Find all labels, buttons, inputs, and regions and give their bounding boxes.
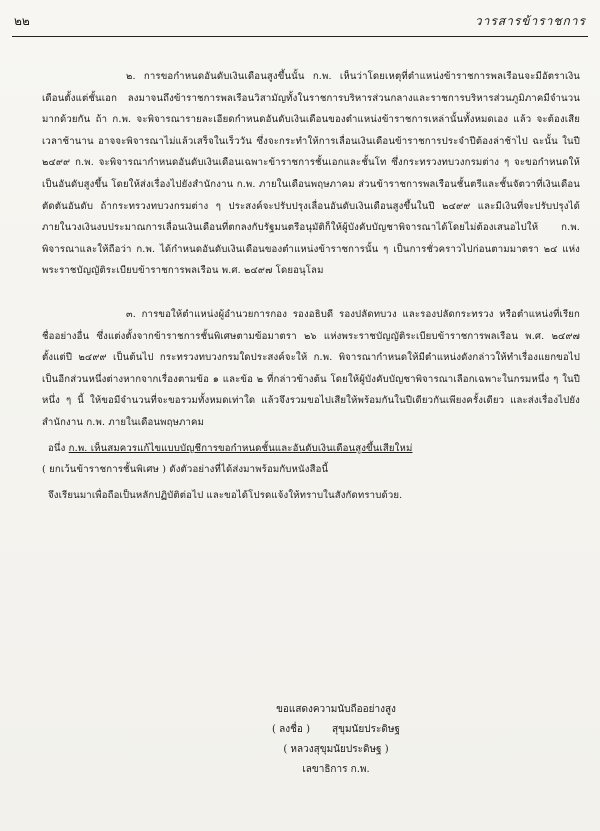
note-underlined-text: ก.พ. เห็นสมควรแก้ไขแบบบัญชีการขอกำหนดชั้นและอันดับเงินเดือนสูงขึ้นเสียใหม่: [68, 442, 413, 454]
note-lead: อนึ่ง: [48, 442, 66, 454]
signer-position: เลขาธิการ ก.พ.: [302, 764, 370, 775]
signed-mark: ( ลงชื่อ ): [272, 724, 311, 735]
page-header: [14, 10, 586, 32]
page-number: ๒๒: [14, 13, 30, 28]
paragraph-exception: ( ยกเว้นข้าราชการชั้นพิเศษ ) ดังตัวอย่างที่ได้ส่งมาพร้อมกับหนังสือนี้: [42, 464, 329, 476]
paragraph-section-2: ๒. การขอกำหนดอันดับเงินเดือนสูงขึ้นนั้น ก.พ. เห็นว่าโดยเหตุที่ตำแหน่งข้าราชการพลเรือนจะมีอัตราเงินเดือนตั้งแต่ชั้นเอก ลงมาจนถึงข้าราชการพลเรือนวิสามัญทั้งในราชการบริหารส่วนกลางและราชการบริหารส่วนภูมิภาคมีจำนวนมากด้วยกัน ถ้า ก.พ. จะพิจารณารายละเอียดกำหนดอันดับเงินเดือนของตำแหน่งข้าราชการเหล่านั้นทั้งหมดเอง แล้ว จะต้องเสียเวลาช้านาน อาจจะพิจารณาไม่แล้วเสร็จในเร็ววัน ซึ่งจะกระทำให้การเลื่อนเงินเดือนข้าราชการประจำปีต้องล่าช้าไป ฉะนั้น ในปี ๒๔๙๙ ก.พ. จะพิจารณากำหนดอันดับเงินเดือนเฉพาะข้าราชการชั้นเอกและชั้นโท ซึ่งกระทรวงทบวงกรมต่าง ๆ จะขอกำหนดให้เป็นอันดับสูงขึ้น โดยให้ส่งเรื่องไปยังสำนักงาน ก.พ. ภายในเดือนพฤษภาคม ส่วนข้าราชการพลเรือนชั้นตรีและชั้นจัตวาที่เงินเดือนตัดตันอันดับ ถ้ากระทรวงทบวงกรมต่าง ๆ ประสงค์จะปรับปรุงเลื่อนอันดับเงินเดือนสูงขึ้นในปี ๒๔๙๙ และมีเงินที่จะปรับปรุงได้ภายในวงเงินงบประมาณการเลื่อนเงินเดือนที่ตกลงกับรัฐมนตรีอนุมัติก็ให้ผู้บังคับบัญชาพิจารณาได้โดยไม่ต้องเสนอไปให้ ก.พ. พิจารณาและให้ถือว่า ก.พ. ได้กำหนดอันดับเงินเดือนของตำแหน่งข้าราชการนั้น ๆ เป็นการชั่วคราวไปก่อนตามมาตรา ๒๔ แห่งพระราชบัญญัติระเบียบข้าราชการพลเรือน พ.ศ. ๒๔๙๗ โดยอนุโลม: [42, 71, 580, 277]
paragraph-section-3: ๓. การขอให้ตำแหน่งผู้อำนวยการกอง รองอธิบดี รองปลัดทบวง และรองปลัดกระทรวง หรือตำแหน่งที่เรียกชื่ออย่างอื่น ซึ่งแต่งตั้งจากข้าราชการชั้นพิเศษตามข้อมาตรา ๒๖ แห่งพระราชบัญญัติระเบียบข้าราชการพลเรือน พ.ศ. ๒๔๙๗ ตั้งแต่ปี ๒๔๙๙ เป็นต้นไป กระทรวงทบวงกรมใดประสงค์จะให้ ก.พ. พิจารณากำหนดให้มีตำแหน่งดังกล่าวให้ทำเรื่องแยกขอไปเป็นอีกส่วนหนึ่งต่างหากจากเรื่องตามข้อ ๑ และข้อ ๒ ที่กล่าวข้างต้น โดยให้ผู้บังคับบัญชาพิจารณาเลือกเฉพาะในกรมหนึ่ง ๆ ในปีหนึ่ง ๆ นี้ ให้ขอมีจำนวนที่จะขอรวมทั้งหมดเท่าใด แล้วจึงรวมขอไปเสียให้พร้อมกันในปีเดียวกันเพียงครั้งเดียว และส่งเรื่องไปยังสำนักงาน ก.พ. ภายในเดือนพฤษภาคม: [42, 308, 580, 428]
letter-body: [42, 66, 580, 506]
paragraph-closing: จึงเรียนมาเพื่อถือเป็นหลักปฏิบัติต่อไป และขอได้โปรดแจ้งให้ทราบในสังกัดทราบด้วย.: [48, 489, 403, 501]
printed-name: ( หลวงสุขุมนัยประดิษฐ ): [283, 744, 389, 755]
journal-title: วารสารข้าราชการ: [474, 13, 586, 28]
paragraph-note: [42, 438, 580, 460]
header-rule: [12, 36, 588, 37]
signature-block: [186, 700, 486, 780]
salutation: ขอแสดงความนับถืออย่างสูง: [276, 704, 396, 715]
signature-line: [186, 720, 486, 740]
signature-name: สุขุมนัยประดิษฐ: [332, 724, 400, 735]
